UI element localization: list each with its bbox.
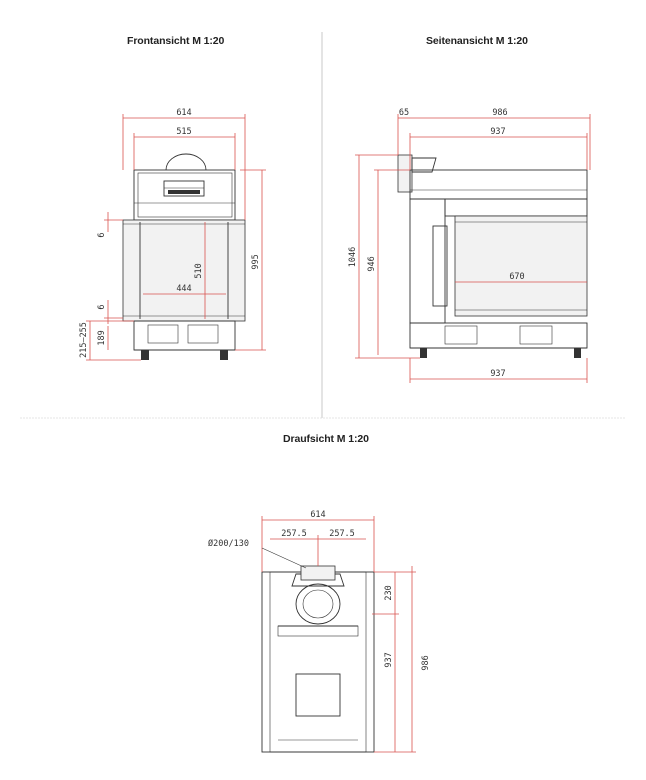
front-leg-right — [220, 350, 228, 360]
side-dim-1046: 1046 — [348, 246, 358, 268]
front-base-right-box — [188, 325, 218, 343]
top-view — [208, 510, 431, 752]
top-dim-230: 230 — [384, 585, 394, 601]
front-dim-6-bottom: 6 — [97, 304, 107, 310]
side-dim-937: 937 — [490, 127, 506, 137]
side-dim-986: 986 — [492, 108, 508, 118]
front-dim-6-top: 6 — [97, 232, 107, 238]
front-dim-995: 995 — [251, 254, 261, 270]
front-view-title: Frontansicht M 1:20 — [127, 35, 225, 47]
side-base-box-right — [520, 326, 552, 344]
top-dim-half-right: 257.5 — [329, 529, 355, 539]
side-upper-housing — [410, 170, 587, 199]
side-top-frame — [445, 199, 587, 216]
front-dim-510: 510 — [194, 263, 204, 279]
front-dim-444: 444 — [176, 284, 192, 294]
front-dim-189: 189 — [97, 330, 107, 346]
top-dim-flue: Ø200/130 — [208, 539, 249, 549]
top-dim-986: 986 — [421, 655, 431, 671]
front-dim-614: 614 — [176, 108, 192, 118]
side-rear-column — [410, 199, 445, 323]
top-flue-leader — [262, 548, 306, 568]
top-crossbar-box — [278, 626, 358, 636]
top-dim-937: 937 — [384, 652, 394, 668]
side-dim-65: 65 — [398, 108, 410, 118]
front-dim-515: 515 — [176, 127, 192, 137]
side-leg-left — [420, 348, 427, 358]
top-dim-614: 614 — [310, 510, 326, 520]
top-dim-half-left: 257.5 — [281, 529, 307, 539]
front-view — [79, 108, 266, 360]
side-glass — [455, 216, 587, 316]
top-view-title: Draufsicht M 1:20 — [283, 433, 369, 445]
front-upper-inner — [138, 173, 232, 217]
side-dim-937-bottom: 937 — [490, 369, 506, 379]
top-flue-pipe — [301, 566, 335, 580]
top-firebox-plate — [296, 674, 340, 716]
front-base-left-box — [148, 325, 178, 343]
front-upper-housing — [134, 170, 235, 220]
front-base — [134, 321, 235, 350]
front-flue-dome — [166, 154, 206, 170]
top-flue-ring-inner — [303, 590, 333, 618]
front-dim-leg-range: 215–255 — [79, 322, 89, 358]
side-base — [410, 323, 587, 348]
top-outer-housing — [262, 572, 374, 752]
side-leg-right — [574, 348, 581, 358]
front-leg-left — [141, 350, 149, 360]
side-base-box-left — [445, 326, 477, 344]
front-body — [123, 220, 245, 321]
side-dim-670: 670 — [509, 272, 525, 282]
side-view-title: Seitenansicht M 1:20 — [426, 35, 528, 47]
top-inner-frame — [270, 572, 366, 752]
side-view — [348, 108, 590, 383]
side-dim-946: 946 — [367, 256, 377, 272]
front-damper-slot — [168, 190, 200, 194]
